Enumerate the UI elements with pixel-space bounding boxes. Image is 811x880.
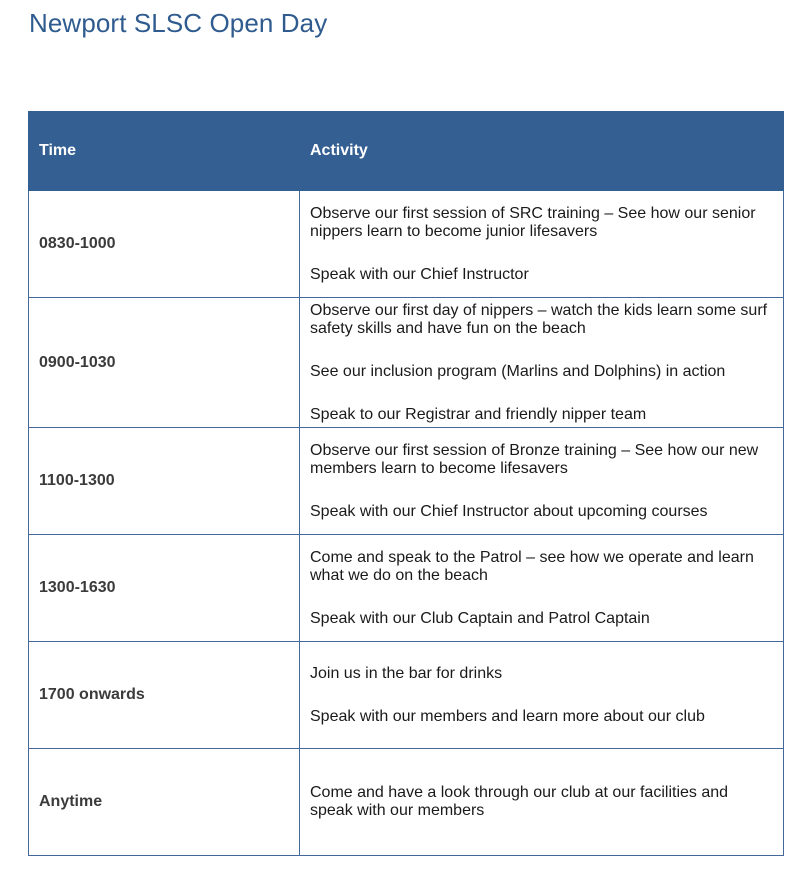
activity-text: Speak with our Chief Instructor — [310, 265, 529, 283]
schedule-table — [28, 111, 784, 856]
activity-text: Speak with our members and learn more about our club — [310, 707, 705, 725]
activity-text: Speak with our Chief Instructor about upcoming courses — [310, 502, 708, 520]
activity-text: Observe our first session of SRC training – See how our senior nippers learn to become junior lifesavers — [310, 204, 756, 240]
time-cell: 1700 onwards — [29, 642, 300, 749]
table-row — [29, 642, 784, 749]
table-header-row — [29, 112, 784, 191]
activity-cell — [300, 535, 784, 642]
activity-text: Speak to our Registrar and friendly nipper team — [310, 405, 647, 423]
activity-cell — [300, 191, 784, 298]
table-row — [29, 191, 784, 298]
table-row — [29, 428, 784, 535]
time-cell: 0830-1000 — [29, 191, 300, 298]
page-title: Newport SLSC Open Day — [29, 8, 328, 38]
table-row — [29, 749, 784, 856]
time-cell: 0900-1030 — [29, 298, 300, 428]
activity-text: Speak with our Club Captain and Patrol Captain — [310, 609, 650, 627]
activity-cell — [300, 428, 784, 535]
time-cell: 1300-1630 — [29, 535, 300, 642]
time-cell: Anytime — [29, 749, 300, 856]
activity-cell — [300, 749, 784, 856]
column-header-activity: Activity — [300, 112, 784, 191]
activity-text: Come and have a look through our club at our facilities and speak with our members — [310, 784, 729, 819]
activity-text: Observe our first day of nippers – watch the kids learn some surf safety skills and have fun on the beach — [310, 301, 768, 337]
activity-text: See our inclusion program (Marlins and Dolphins) in action — [310, 362, 726, 380]
table-row — [29, 535, 784, 642]
activity-text: Join us in the bar for drinks — [310, 664, 503, 682]
column-header-time: Time — [29, 112, 300, 191]
activity-cell — [300, 642, 784, 749]
activity-cell — [300, 298, 784, 428]
activity-text: Observe our first session of Bronze training – See how our new members learn to become lifesavers — [310, 441, 759, 477]
time-cell: 1100-1300 — [29, 428, 300, 535]
table-row — [29, 298, 784, 428]
activity-text: Come and speak to the Patrol – see how we operate and learn what we do on the beach — [310, 548, 754, 584]
